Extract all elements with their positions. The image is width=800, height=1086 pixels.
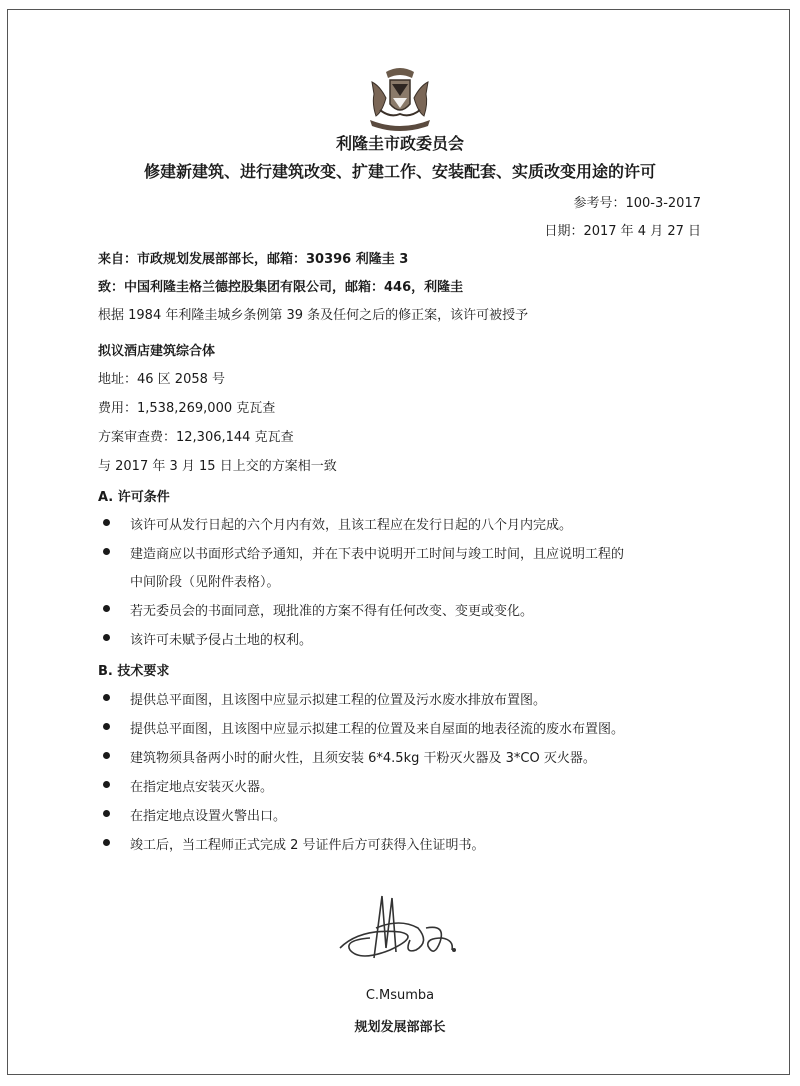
requirement-item: 提供总平面图，且该图中应显示拟建工程的位置及来自屋面的地表径流的废水布置图。	[130, 722, 625, 737]
signatory-title: 规划发展部部长	[354, 1020, 446, 1035]
address-line: 地址：46 区 2058 号	[98, 372, 226, 387]
fee-line: 费用：1,538,269,000 克瓦查	[98, 401, 276, 416]
to-line: 致：中国利隆圭格兰德控股集团有限公司，邮箱：446，利隆圭	[98, 280, 464, 295]
bullet-icon	[103, 810, 110, 817]
bullet-icon	[103, 634, 110, 641]
handwritten-signature	[330, 888, 470, 973]
bullet-icon	[103, 519, 110, 526]
condition-item: 建造商应以书面形式给予通知，并在下表中说明开工时间与竣工时间，且应说明工程的	[130, 547, 625, 562]
section-b-heading: B. 技术要求	[98, 664, 170, 679]
issue-date: 日期：2017 年 4 月 27 日	[544, 224, 701, 239]
consistency-line: 与 2017 年 3 月 15 日上交的方案相一致	[98, 459, 337, 474]
from-line: 来自：市政规划发展部部长，邮箱：30396 利隆圭 3	[98, 252, 409, 267]
review-fee-line: 方案审查费：12,306,144 克瓦查	[98, 430, 294, 445]
project-name: 拟议酒店建筑综合体	[98, 344, 216, 359]
requirement-item: 建筑物须具备两小时的耐火性，且须安装 6*4.5kg 干粉灭火器及 3*CO 灭火器。	[130, 751, 596, 766]
condition-item: 该许可未赋予侵占土地的权利。	[130, 633, 313, 648]
requirement-item: 在指定地点安装灭火器。	[130, 780, 274, 795]
bullet-icon	[103, 752, 110, 759]
condition-item: 该许可从发行日起的六个月内有效，且该工程应在发行日起的八个月内完成。	[130, 518, 573, 533]
bullet-icon	[103, 605, 110, 612]
intro-text: 根据 1984 年利隆圭城乡条例第 39 条及任何之后的修正案，该许可被授予	[98, 308, 529, 323]
requirement-item: 竣工后，当工程师正式完成 2 号证件后方可获得入住证明书。	[130, 838, 485, 853]
condition-item-continued: 中间阶段（见附件表格）。	[130, 575, 280, 590]
coat-of-arms-emblem	[366, 64, 434, 134]
condition-item: 若无委员会的书面同意，现批准的方案不得有任何改变、变更或变化。	[130, 604, 534, 619]
permit-title: 修建新建筑、进行建筑改变、扩建工作、安装配套、实质改变用途的许可	[143, 162, 656, 181]
requirement-item: 提供总平面图，且该图中应显示拟建工程的位置及污水废水排放布置图。	[130, 693, 547, 708]
bullet-icon	[103, 548, 110, 555]
requirement-item: 在指定地点设置火警出口。	[130, 809, 287, 824]
bullet-icon	[103, 723, 110, 730]
council-name: 利隆圭市政委员会	[335, 134, 464, 153]
bullet-icon	[103, 694, 110, 701]
signatory-name: C.Msumba	[365, 988, 435, 1003]
bullet-icon	[103, 781, 110, 788]
reference-number: 参考号：100-3-2017	[573, 196, 701, 211]
bullet-icon	[103, 839, 110, 846]
section-a-heading: A. 许可条件	[98, 490, 170, 505]
